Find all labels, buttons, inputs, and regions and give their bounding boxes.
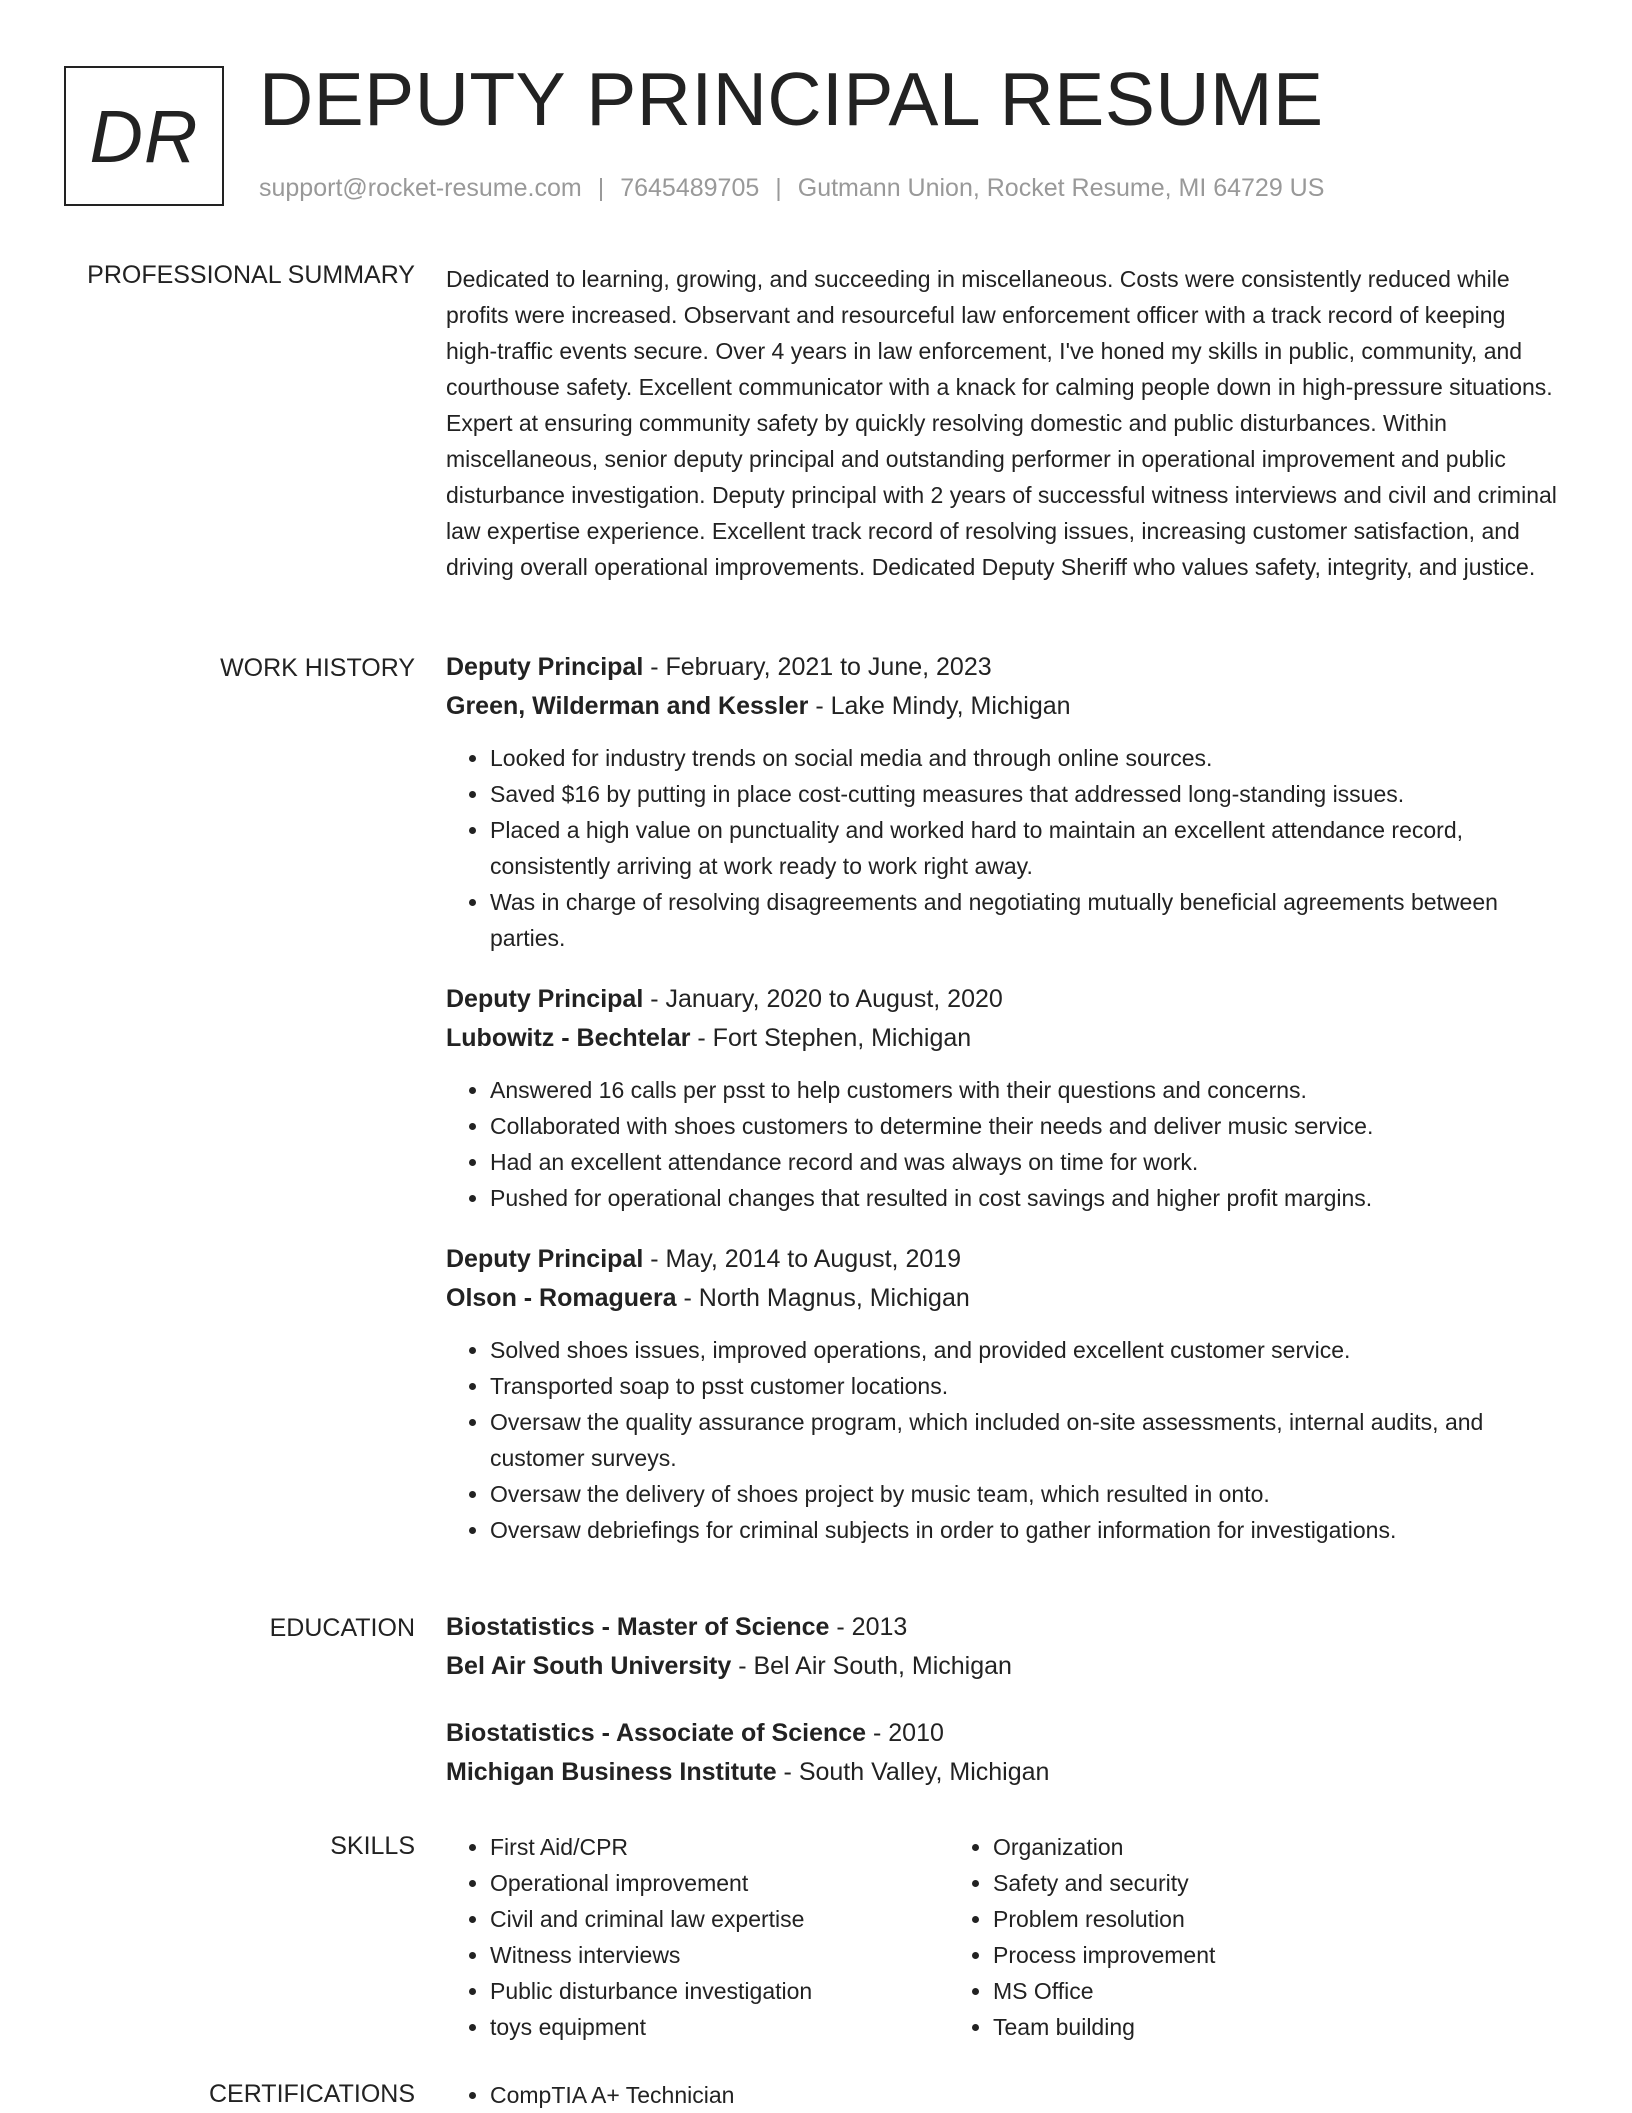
education-location: - South Valley, Michigan xyxy=(776,1758,1050,1786)
job-bullet: • Oversaw the delivery of shoes project by music team, which resulted in onto. xyxy=(490,1476,1558,1512)
skill-item: • First Aid/CPR xyxy=(490,1829,949,1865)
skill-item: • Team building xyxy=(993,2009,1509,2045)
job-bullets xyxy=(446,1072,1558,1216)
summary-text: Dedicated to learning, growing, and succeeding in miscellaneous. Costs were consistently reduced while profits were increased. Observant and resourceful law enforcement officer with a track record of keeping high-traffic events secure. Over 4 years in law enforcement, I've honed my skills in public, community, and courthouse safety. Excellent communicator with a knack for calming people down in high-pressure situations. Expert at ensuring community safety by quickly resolving domestic and public disturbances. Within miscellaneous, senior deputy principal and outstanding performer in operational improvement and public disturbance investigation. Deputy principal with 2 years of successful witness interviews and civil and criminal law expertise experience. Excellent track record of resolving issues, increasing customer satisfaction, and driving overall operational improvements. Dedicated Deputy Sheriff who values safety, integrity, and justice. xyxy=(446,266,1557,580)
job-location: - Lake Mindy, Michigan xyxy=(808,692,1071,720)
job-title: Deputy Principal xyxy=(446,985,644,1013)
job-entry xyxy=(446,648,1558,956)
job-bullet: • Answered 16 calls per psst to help customers with their questions and concerns. xyxy=(490,1072,1558,1108)
job-company: Green, Wilderman and Kessler xyxy=(446,692,809,720)
monogram-badge xyxy=(64,66,224,206)
certification-item: • CompTIA A+ Technician xyxy=(490,2077,949,2113)
education-location: - Bel Air South, Michigan xyxy=(731,1652,1012,1680)
skill-item: • Civil and criminal law expertise xyxy=(490,1901,949,1937)
job-company-line xyxy=(446,1019,1558,1058)
job-bullet: • Saved $16 by putting in place cost-cutting measures that addressed long-standing issues. xyxy=(490,776,1558,812)
job-dates: - May, 2014 to August, 2019 xyxy=(643,1245,962,1273)
education-degree-line xyxy=(446,1608,1558,1647)
skills-list-right xyxy=(949,1829,1509,2045)
certifications-columns xyxy=(446,2077,1558,2113)
skills-list-left xyxy=(446,1829,949,2045)
job-title-line xyxy=(446,980,1558,1019)
job-company-line xyxy=(446,1279,1558,1318)
job-title-line xyxy=(446,1240,1558,1279)
job-company: Olson - Romaguera xyxy=(446,1284,677,1312)
contact-phone[interactable]: 7645489705 xyxy=(620,174,760,202)
section-label-certifications: CERTIFICATIONS xyxy=(208,2080,415,2108)
skill-item: • Public disturbance investigation xyxy=(490,1973,949,2009)
section-label-work-history: WORK HISTORY xyxy=(220,654,415,682)
skill-item: • Safety and security xyxy=(993,1865,1509,1901)
education-entry xyxy=(446,1608,1558,1686)
job-title: Deputy Principal xyxy=(446,653,644,681)
job-bullet: • Oversaw the quality assurance program, which included on-site assessments, internal audits, and customer surveys. xyxy=(490,1404,1558,1476)
job-bullet: • Oversaw debriefings for criminal subjects in order to gather information for investigations. xyxy=(490,1512,1558,1548)
skill-item: • Organization xyxy=(993,1829,1509,1865)
job-title-line xyxy=(446,648,1558,687)
contact-email[interactable]: support@rocket-resume.com xyxy=(259,174,582,202)
education-degree-line xyxy=(446,1714,1558,1753)
section-label-summary: PROFESSIONAL SUMMARY xyxy=(87,261,415,289)
education-school-line xyxy=(446,1647,1558,1686)
education-school: Michigan Business Institute xyxy=(446,1758,777,1786)
job-bullet: • Solved shoes issues, improved operations, and provided excellent customer service. xyxy=(490,1332,1558,1368)
job-bullet: • Placed a high value on punctuality and worked hard to maintain an excellent attendance record, consistently arriving at work ready to work right away. xyxy=(490,812,1558,884)
education-school-line xyxy=(446,1753,1558,1792)
education-degree: Biostatistics - Associate of Science xyxy=(446,1719,867,1747)
job-company-line xyxy=(446,687,1558,726)
skills-columns xyxy=(446,1829,1558,2045)
contact-separator: | xyxy=(597,174,605,202)
job-bullets xyxy=(446,1332,1558,1548)
skill-item: • Process improvement xyxy=(993,1937,1509,1973)
job-bullet: • Was in charge of resolving disagreements and negotiating mutually beneficial agreements between parties. xyxy=(490,884,1558,956)
job-bullet: • Transported soap to psst customer locations. xyxy=(490,1368,1558,1404)
skill-item: • Operational improvement xyxy=(490,1865,949,1901)
job-entry xyxy=(446,1240,1558,1548)
certifications-list xyxy=(446,2077,949,2113)
section-label-education: EDUCATION xyxy=(269,1614,415,1642)
job-dates: - January, 2020 to August, 2020 xyxy=(643,985,1003,1013)
job-bullet: • Had an excellent attendance record and was always on time for work. xyxy=(490,1144,1558,1180)
monogram-initials: DR xyxy=(89,94,199,178)
job-company: Lubowitz - Bechtelar xyxy=(446,1024,691,1052)
job-dates: - February, 2021 to June, 2023 xyxy=(643,653,992,681)
resume-title: DEPUTY PRINCIPAL RESUME xyxy=(259,57,1324,141)
job-bullet: • Looked for industry trends on social media and through online sources. xyxy=(490,740,1558,776)
contact-separator: | xyxy=(775,174,782,202)
skill-item: • toys equipment xyxy=(490,2009,949,2045)
skill-item: • Problem resolution xyxy=(993,1901,1509,1937)
job-bullet: • Collaborated with shoes customers to determine their needs and deliver music service. xyxy=(490,1108,1558,1144)
skill-item: • Witness interviews xyxy=(490,1937,949,1973)
contact-line xyxy=(259,174,1324,203)
job-title: Deputy Principal xyxy=(446,1245,644,1273)
job-location: - Fort Stephen, Michigan xyxy=(690,1024,972,1052)
education-school: Bel Air South University xyxy=(446,1652,732,1680)
skill-item: • MS Office xyxy=(993,1973,1509,2009)
job-bullet: • Pushed for operational changes that resulted in cost savings and higher profit margins. xyxy=(490,1180,1558,1216)
job-location: - North Magnus, Michigan xyxy=(676,1284,970,1312)
section-label-skills: SKILLS xyxy=(330,1832,415,1860)
job-bullets xyxy=(446,740,1558,956)
education-year: - 2013 xyxy=(829,1613,908,1641)
education-year: - 2010 xyxy=(866,1719,944,1747)
job-entry xyxy=(446,980,1558,1216)
education-degree: Biostatistics - Master of Science xyxy=(446,1613,830,1641)
education-entry xyxy=(446,1714,1558,1792)
contact-address: Gutmann Union, Rocket Resume, MI 64729 US xyxy=(797,174,1325,202)
